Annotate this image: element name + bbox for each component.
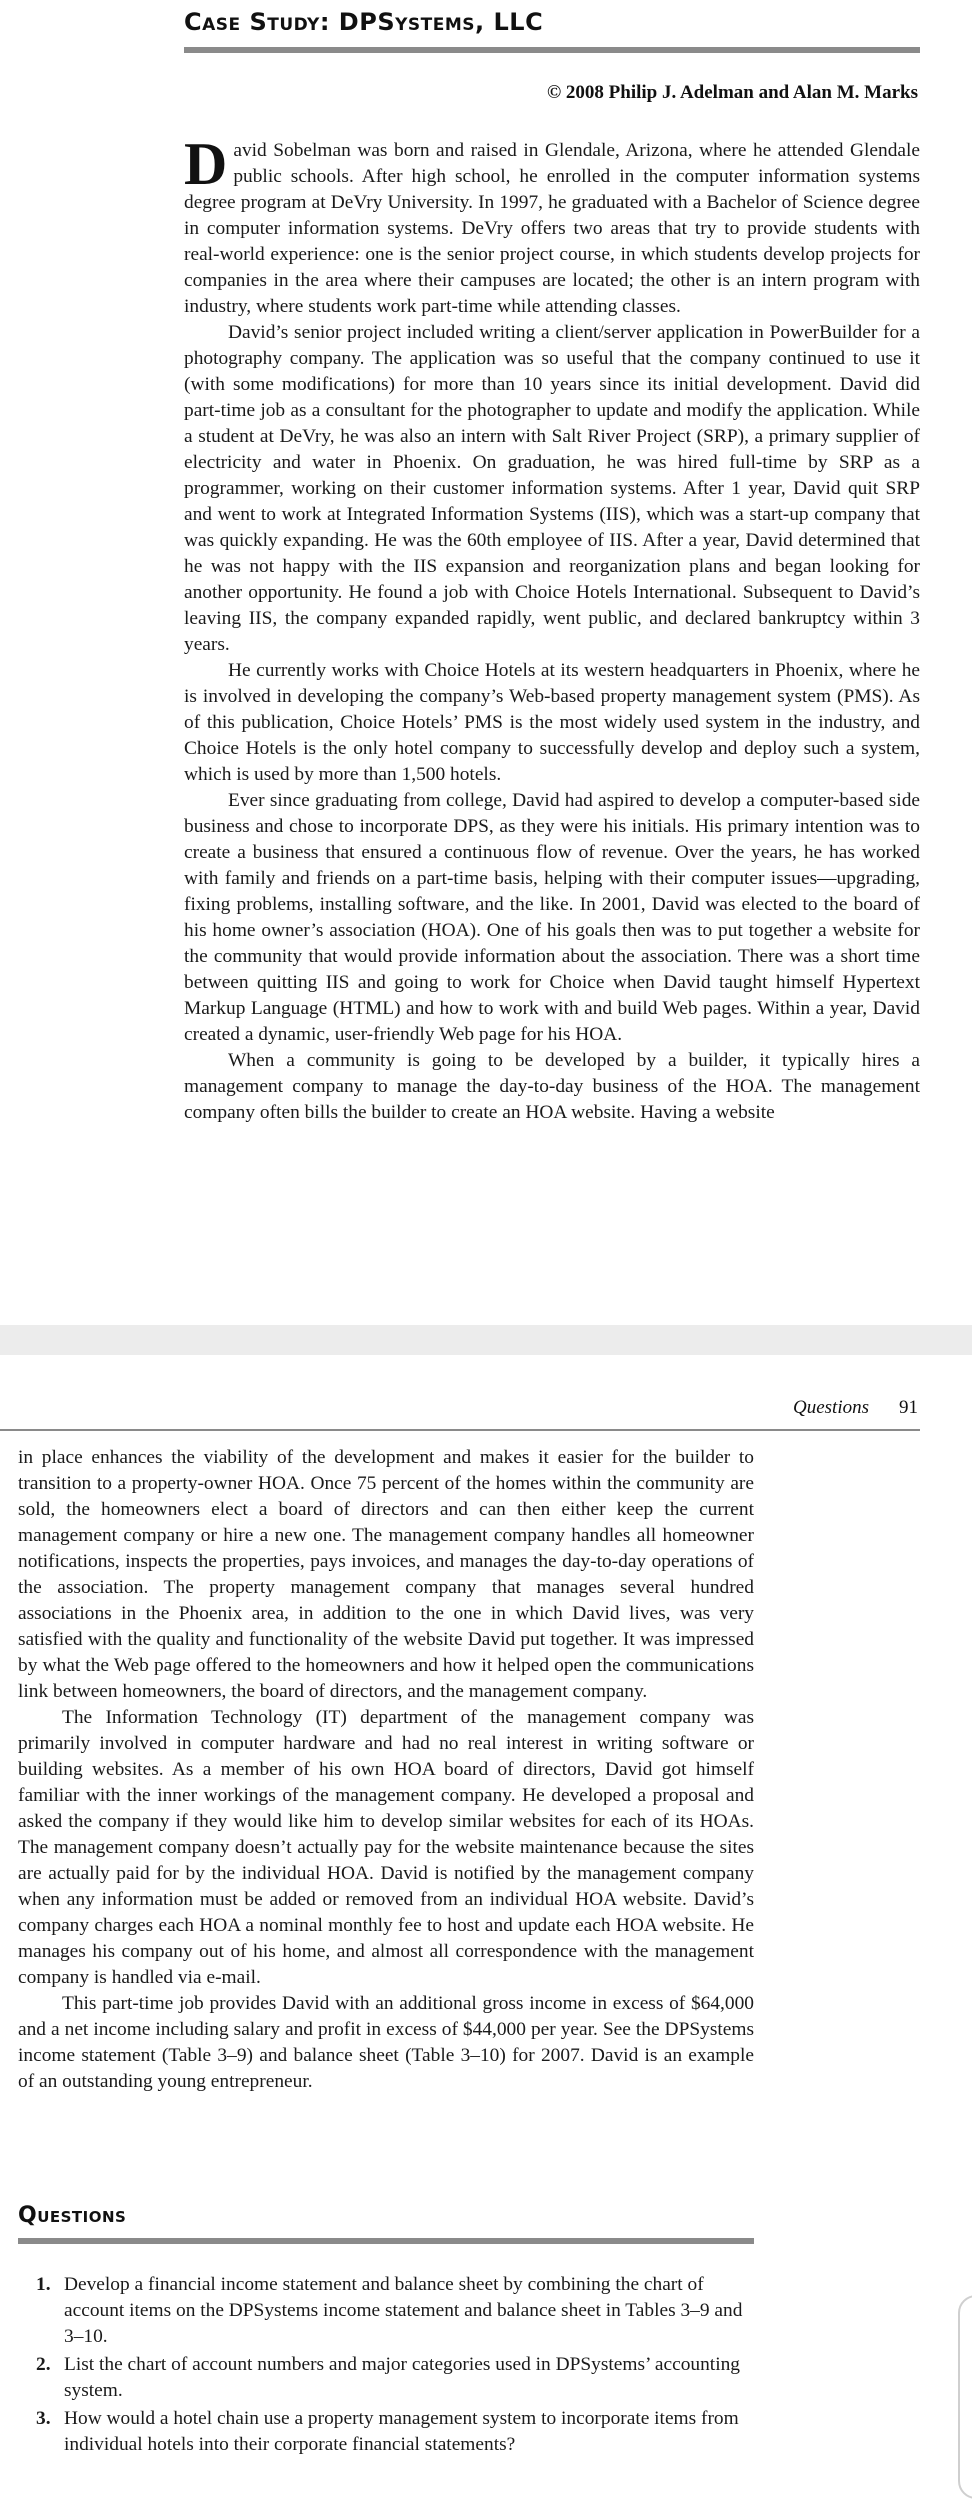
question-number: 3. bbox=[36, 2408, 51, 2429]
case-study-title: Case Study: DPSystems, LLC bbox=[184, 8, 544, 36]
running-head-section: Questions bbox=[793, 1397, 869, 1418]
paragraph: This part-time job provides David with an additional gross income in excess of $64,000 and a net income including salary and profit in excess of $44,000 per year. See the DPSystems income statement (Table 3–9) and balance sheet (Table 3–10) for 2007. David is an example of an outstanding young entrepreneur. bbox=[18, 1993, 754, 2092]
running-head-rule bbox=[0, 1429, 920, 1431]
question-item bbox=[18, 2352, 754, 2404]
paragraph: Ever since graduating from college, David had aspired to develop a computer-based side business and chose to incorporate DPS, as they were his initials. His primary intention was to create a business that ensured a continuous flow of revenue. Over the years, he has worked with family and friends on a part-time basis, helping with their computer issues—upgrading, fixing problems, installing software, and the like. In 2001, David was elected to the board of his home owner’s association (HOA). One of his goals then was to put together a website for the community that would provide information about the association. There was a short time between quitting IIS and going to work for Choice when David taught himself Hypertext Markup Language (HTML) and how to work with and build Web pages. Within a year, David created a dynamic, user-friendly Web page for his HOA. bbox=[184, 790, 920, 1045]
page-gap bbox=[0, 1325, 972, 1355]
paragraph-intro bbox=[184, 131, 920, 320]
case-body-page-two bbox=[18, 1445, 754, 2095]
questions-rule bbox=[18, 2238, 754, 2244]
paragraph: David’s senior project included writing a client/server application in PowerBuilder for a photography company. The application was so useful that the company continued to use it (with some modifications) for more than 10 years since its initial development. David did part-time job as a consultant for the photographer to update and modify the application. While a student at DeVry, he was also an intern with Salt River Project (SRP), a primary supplier of electricity and water in Phoenix. On graduation, he was hired full-time by SRP as a programmer, working on their customer information systems. After 1 year, David quit SRP and went to work at Integrated Information Systems (IIS), which was a start-up company that was quickly expanding. He was the 60th employee of IIS. After a year, David determined that he was not happy with the IIS expansion and reorganization plans and began looking for another opportunity. He found a job with Choice Hotels International. Subsequent to David’s leaving IIS, the company expanded rapidly, went public, and declared bankruptcy within 3 years. bbox=[184, 322, 920, 655]
paragraph-intro-text: avid Sobelman was born and raised in Glendale, Arizona, where he attended Glendale public schools. After high school, he enrolled in the computer information systems degree program at DeVry University. In 1997, he graduated with a Bachelor of Science degree in computer information systems. DeVry offers two areas that try to provide students with real-world experience: one is the senior project course, in which students develop projects for companies in the area where their campuses are located; the other is an intern program with industry, where students work part-time while attending classes. bbox=[184, 140, 920, 317]
page-two bbox=[0, 1355, 972, 2493]
title-rule bbox=[184, 47, 920, 53]
questions-heading: Questions bbox=[18, 2203, 127, 2228]
paragraph: When a community is going to be developed by a builder, it typically hires a management company to manage the day-to-day business of the HOA. The management company often bills the builder to create an HOA website. Having a website bbox=[184, 1050, 920, 1123]
page-corner-mark bbox=[958, 2295, 972, 2499]
copyright-line: © 2008 Philip J. Adelman and Alan M. Marks bbox=[546, 82, 918, 103]
question-number: 2. bbox=[36, 2354, 51, 2375]
question-number: 1. bbox=[36, 2274, 51, 2295]
question-text: Develop a financial income statement and balance sheet by combining the chart of account items on the DPSystems income statement and balance sheet in Tables 3–9 and 3–10. bbox=[64, 2274, 743, 2347]
case-body-page-one bbox=[184, 131, 920, 1126]
questions-list bbox=[18, 2272, 754, 2460]
page-number: 91 bbox=[899, 1397, 918, 1418]
question-item bbox=[18, 2406, 754, 2458]
question-item bbox=[18, 2272, 754, 2350]
question-text: How would a hotel chain use a property management system to incorporate items from individual hotels into their corporate financial statements? bbox=[64, 2408, 739, 2455]
running-head bbox=[793, 1397, 918, 1419]
drop-cap: D bbox=[184, 131, 228, 197]
paragraph: in place enhances the viability of the development and makes it easier for the builder to transition to a property-owner HOA. Once 75 percent of the homes within the community are sold, the homeowners elect a board of directors and can then either keep the current management company or hire a new one. The management company handles all homeowner notifications, inspects the properties, pays invoices, and manages the day-to-day operations of the association. The property management company that manages several hundred associations in the Phoenix area, in addition to the one in which David lives, was very satisfied with the quality and functionality of the website David put together. It was impressed by what the Web page offered to the homeowners and how it helped open the communications link between homeowners, the board of directors, and the management company. bbox=[18, 1447, 754, 1702]
paragraph: The Information Technology (IT) department of the management company was primarily involved in computer hardware and had no real interest in writing software or building websites. As a member of his own HOA board of directors, David got himself familiar with the inner workings of the management company. He developed a proposal and asked the company if they would like him to develop similar websites for each of its HOAs. The management company doesn’t actually pay for the website maintenance because the sites are actually paid for by the individual HOA. David is notified by the management company when any information must be added or removed from an individual HOA website. David’s company charges each HOA a nominal monthly fee to host and update each HOA website. He manages his company out of his home, and almost all correspondence with the management company is handled via e-mail. bbox=[18, 1707, 754, 1988]
question-text: List the chart of account numbers and major categories used in DPSystems’ accounting system. bbox=[64, 2354, 740, 2401]
paragraph: He currently works with Choice Hotels at its western headquarters in Phoenix, where he is involved in developing the company’s Web-based property management system (PMS). As of this publication, Choice Hotels’ PMS is the most widely used system in the industry, and Choice Hotels is the only hotel company to successfully develop and deploy such a system, which is used by more than 1,500 hotels. bbox=[184, 660, 920, 785]
